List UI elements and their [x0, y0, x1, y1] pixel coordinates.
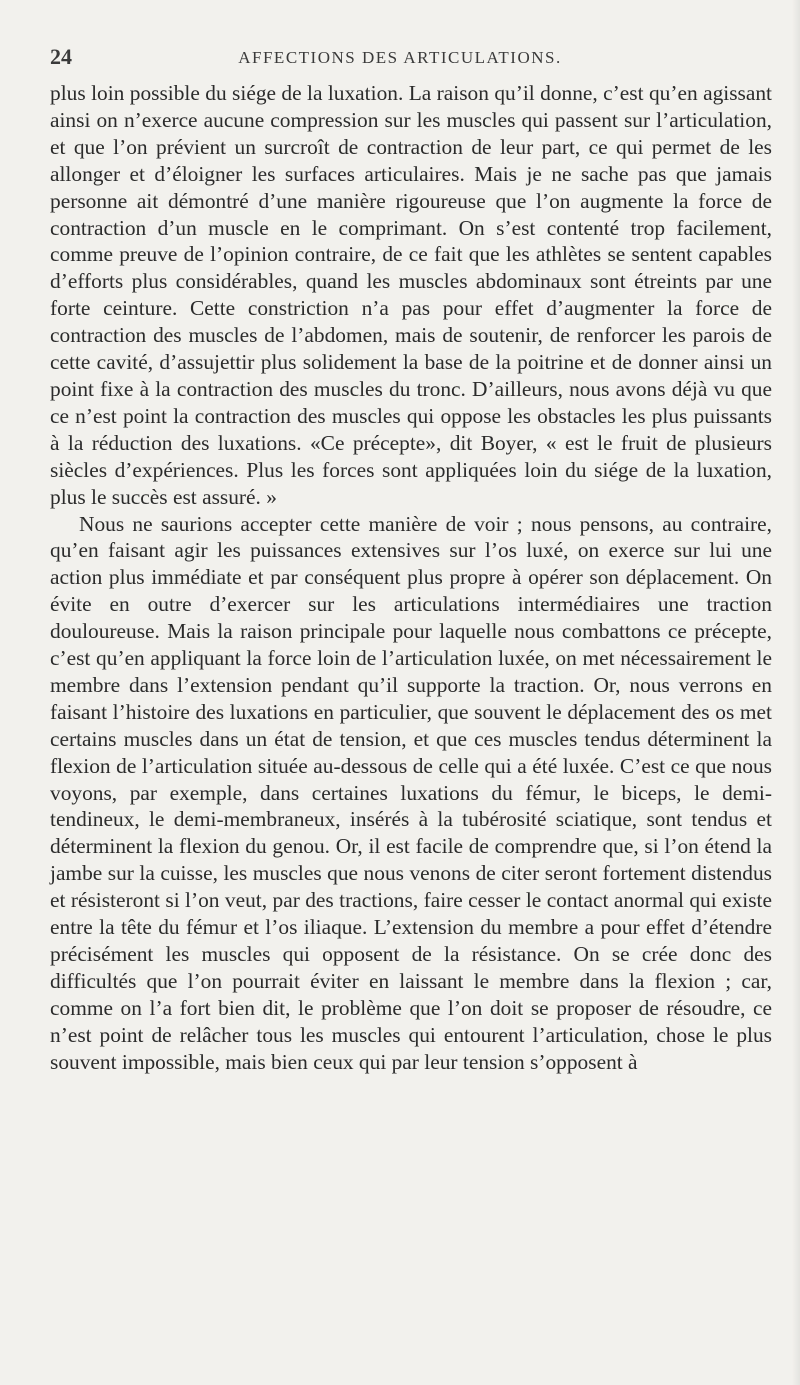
- body-text: [50, 80, 772, 1076]
- page-edge-shadow: [792, 0, 800, 1385]
- paragraph: plus loin possible du siége de la luxation. La raison qu’il donne, c’est qu’en agissant ainsi on n’exerce aucune compression sur les muscles qui passent sur l’articulation, et que l’on prévient un surcroît de contraction de leur part, ce qui permet de les allonger et d’éloigner les surfaces articulaires. Mais je ne sache pas que jamais personne ait démontré d’une manière rigoureuse que l’on augmente la force de contraction d’un muscle en le comprimant. On s’est contenté trop facilement, comme preuve de l’opinion contraire, de ce fait que les athlètes se sentent capables d’efforts plus considérables, quand les muscles abdominaux sont étreints par une forte ceinture. Cette constriction n’a pas pour effet d’augmenter la force de contraction des muscles de l’abdomen, mais de soutenir, de renforcer les parois de cette cavité, d’assujettir plus solidement la base de la poitrine et de donner ainsi un point fixe à la contraction des muscles du tronc. D’ailleurs, nous avons déjà vu que ce n’est point la contraction des muscles qui oppose les obstacles les plus puissants à la réduction des luxations. «Ce précepte», dit Boyer, « est le fruit de plusieurs siècles d’expériences. Plus les forces sont appliquées loin du siége de la luxation, plus le succès est assuré. »: [50, 81, 772, 509]
- page-number: 24: [50, 44, 72, 69]
- paragraph: Nous ne saurions accepter cette manière de voir ; nous pensons, au contraire, qu’en faisant agir les puissances extensives sur l’os luxé, on exerce sur lui une action plus immédiate et par conséquent plus propre à opérer son déplacement. On évite en outre d’exercer sur les articulations intermédiaires une traction douloureuse. Mais la raison principale pour laquelle nous combattons ce précepte, c’est qu’en appliquant la force loin de l’articulation luxée, on met nécessairement le membre dans l’extension pendant qu’il supporte la traction. Or, nous verrons en faisant l’histoire des luxations en particulier, que souvent le déplacement des os met certains muscles dans un état de tension, et que ces muscles tendus déterminent la flexion de l’articulation située au-dessous de celle qui a été luxée. C’est ce que nous voyons, par exemple, dans certaines luxations du fémur, le biceps, le demi-tendineux, le demi-membraneux, insérés à la tubérosité sciatique, sont tendus et déterminent la flexion du genou. Or, il est facile de comprendre que, si l’on étend la jambe sur la cuisse, les muscles que nous venons de citer seront fortement distendus et résisteront si l’on veut, par des tractions, faire cesser le contact anormal qui existe entre la tête du fémur et l’os iliaque. L’extension du membre a pour effet d’étendre précisément les muscles qui opposent de la résistance. On se crée donc des difficultés que l’on pourrait éviter en laissant le membre dans la flexion ; car, comme on l’a fort bien dit, le problème que l’on doit se proposer de résoudre, ce n’est point de relâcher tous les muscles qui entourent l’articulation, chose le plus souvent impossible, mais bien ceux qui par leur tension s’opposent à: [50, 511, 772, 1074]
- running-title: AFFECTIONS DES ARTICULATIONS.: [238, 48, 562, 67]
- running-head: [50, 44, 750, 70]
